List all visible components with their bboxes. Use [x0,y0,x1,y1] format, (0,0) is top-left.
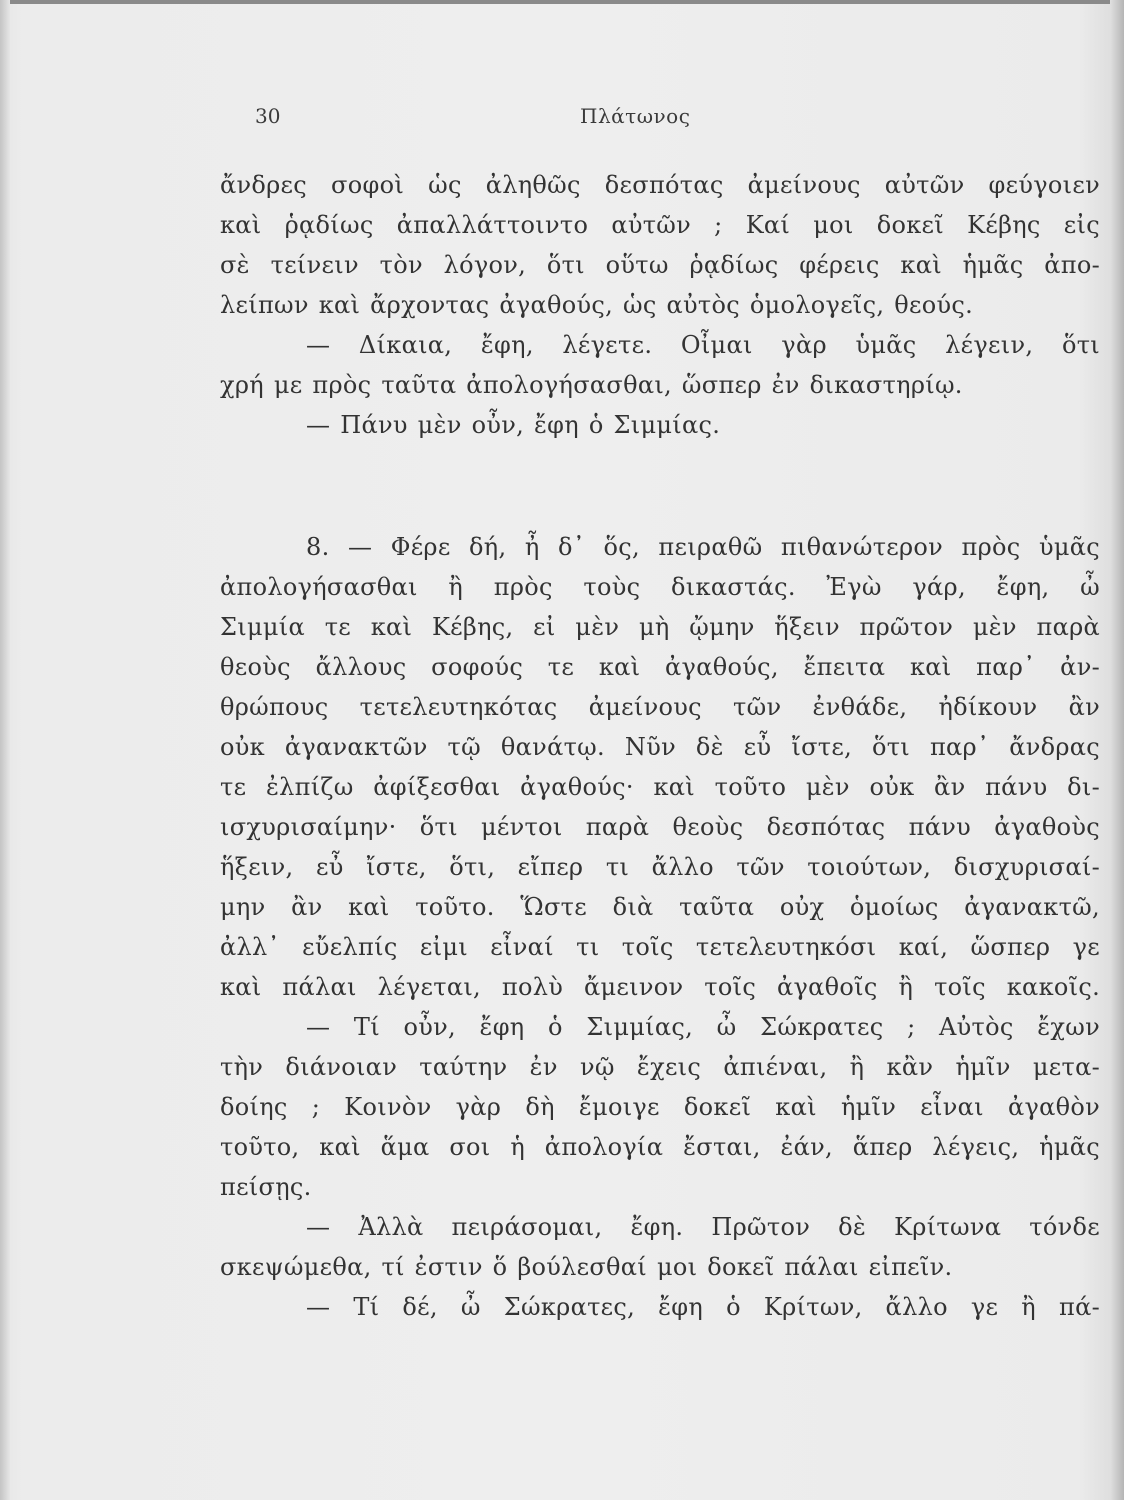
text-line: χρή με πρὸς ταῦτα ἀπολογήσασθαι, ὥσπερ ἐν δικαστηρίῳ. [220,371,963,399]
section-gap [220,445,1100,527]
text-line: — Ἀλλὰ πειράσομαι, ἔφη. Πρῶτον δὲ Κρίτωνα τόνδε [306,1213,1100,1241]
text-line: ἀλλ᾽ εὔελπίς εἰμι εἶναί τι τοῖς τετελευτηκόσι καί, ὥσπερ γε [220,933,1100,961]
text-line: ἥξειν, εὖ ἴστε, ὅτι, εἴπερ τι ἄλλο τῶν τοιούτων, δισχυρισαί- [220,853,1100,881]
text-line: Σιμμία τε καὶ Κέβης, εἰ μὲν μὴ ᾤμην ἥξειν πρῶτον μὲν παρὰ [220,613,1100,641]
text-line: θεοὺς ἄλλους σοφούς τε καὶ ἀγαθούς, ἔπειτα καὶ παρ᾽ ἀν- [220,653,1100,681]
page-number: 30 [255,104,281,128]
text-line: ἀπολογήσασθαι ἢ πρὸς τοὺς δικαστάς. Ἐγὼ γάρ, ἔφη, ὦ [220,573,1100,601]
page-body-text [220,165,1100,1327]
page-header [220,104,1100,138]
text-line: ισχυρισαίμην· ὅτι μέντοι παρὰ θεοὺς δεσπότας πάνυ ἀγαθοὺς [220,813,1100,841]
text-line: — Δίκαια, ἔφη, λέγετε. Οἶμαι γὰρ ὑμᾶς λέγειν, ὅτι [306,331,1100,359]
text-line: οὐκ ἀγανακτῶν τῷ θανάτῳ. Νῦν δὲ εὖ ἴστε, ὅτι παρ᾽ ἄνδρας [220,733,1100,761]
text-line: ἄνδρες σοφοὶ ὡς ἀληθῶς δεσπότας ἀμείνους αὐτῶν φεύγοιεν [220,171,1100,199]
text-line: καὶ πάλαι λέγεται, πολὺ ἄμεινον τοῖς ἀγαθοῖς ἢ τοῖς κακοῖς. [220,973,1100,1001]
text-line: πείσῃς. [220,1173,312,1201]
text-line: θρώπους τετελευτηκότας ἀμείνους τῶν ἐνθάδε, ἠδίκουν ἂν [220,693,1100,721]
text-line: καὶ ῥᾳδίως ἀπαλλάττοιντο αὐτῶν ; Καί μοι δοκεῖ Κέβης εἰς [220,211,1100,239]
page-left-edge [0,0,10,1500]
page-right-edge [1110,0,1124,1500]
text-line: λείπων καὶ ἄρχοντας ἀγαθούς, ὡς αὐτὸς ὁμολογεῖς, θεούς. [220,291,974,319]
text-line: σὲ τείνειν τὸν λόγον, ὅτι οὕτω ῥᾳδίως φέρεις καὶ ἡμᾶς ἀπο- [220,251,1100,279]
text-line: τοῦτο, καὶ ἅμα σοι ἡ ἀπολογία ἔσται, ἐάν, ἅπερ λέγεις, ἡμᾶς [220,1133,1100,1161]
running-title: Πλάτωνος [580,104,691,128]
text-line: μην ἂν καὶ τοῦτο. Ὥστε διὰ ταῦτα οὐχ ὁμοίως ἀγανακτῶ, [220,893,1100,921]
text-line: — Τί οὖν, ἔφη ὁ Σιμμίας, ὦ Σώκρατες ; Αὐτὸς ἔχων [306,1013,1100,1041]
text-line: τὴν διάνοιαν ταύτην ἐν νῷ ἔχεις ἀπιέναι, ἢ κἂν ἡμῖν μετα- [220,1053,1100,1081]
page-top-edge [0,0,1124,4]
text-line: δοίης ; Κοινὸν γὰρ δὴ ἔμοιγε δοκεῖ καὶ ἡμῖν εἶναι ἀγαθὸν [220,1093,1100,1121]
text-line: — Τί δέ, ὦ Σώκρατες, ἔφη ὁ Κρίτων, ἄλλο γε ἢ πά- [306,1293,1100,1321]
text-line: — Πάνυ μὲν οὖν, ἔφη ὁ Σιμμίας. [306,411,721,439]
text-line: σκεψώμεθα, τί ἐστιν ὅ βούλεσθαί μοι δοκεῖ πάλαι εἰπεῖν. [220,1253,953,1281]
text-line: τε ἐλπίζω ἀφίξεσθαι ἀγαθούς· καὶ τοῦτο μὲν οὐκ ἂν πάνυ δι- [220,773,1100,801]
text-line: 8. — Φέρε δή, ἦ δ᾽ ὅς, πειραθῶ πιθανώτερον πρὸς ὑμᾶς [306,533,1100,561]
